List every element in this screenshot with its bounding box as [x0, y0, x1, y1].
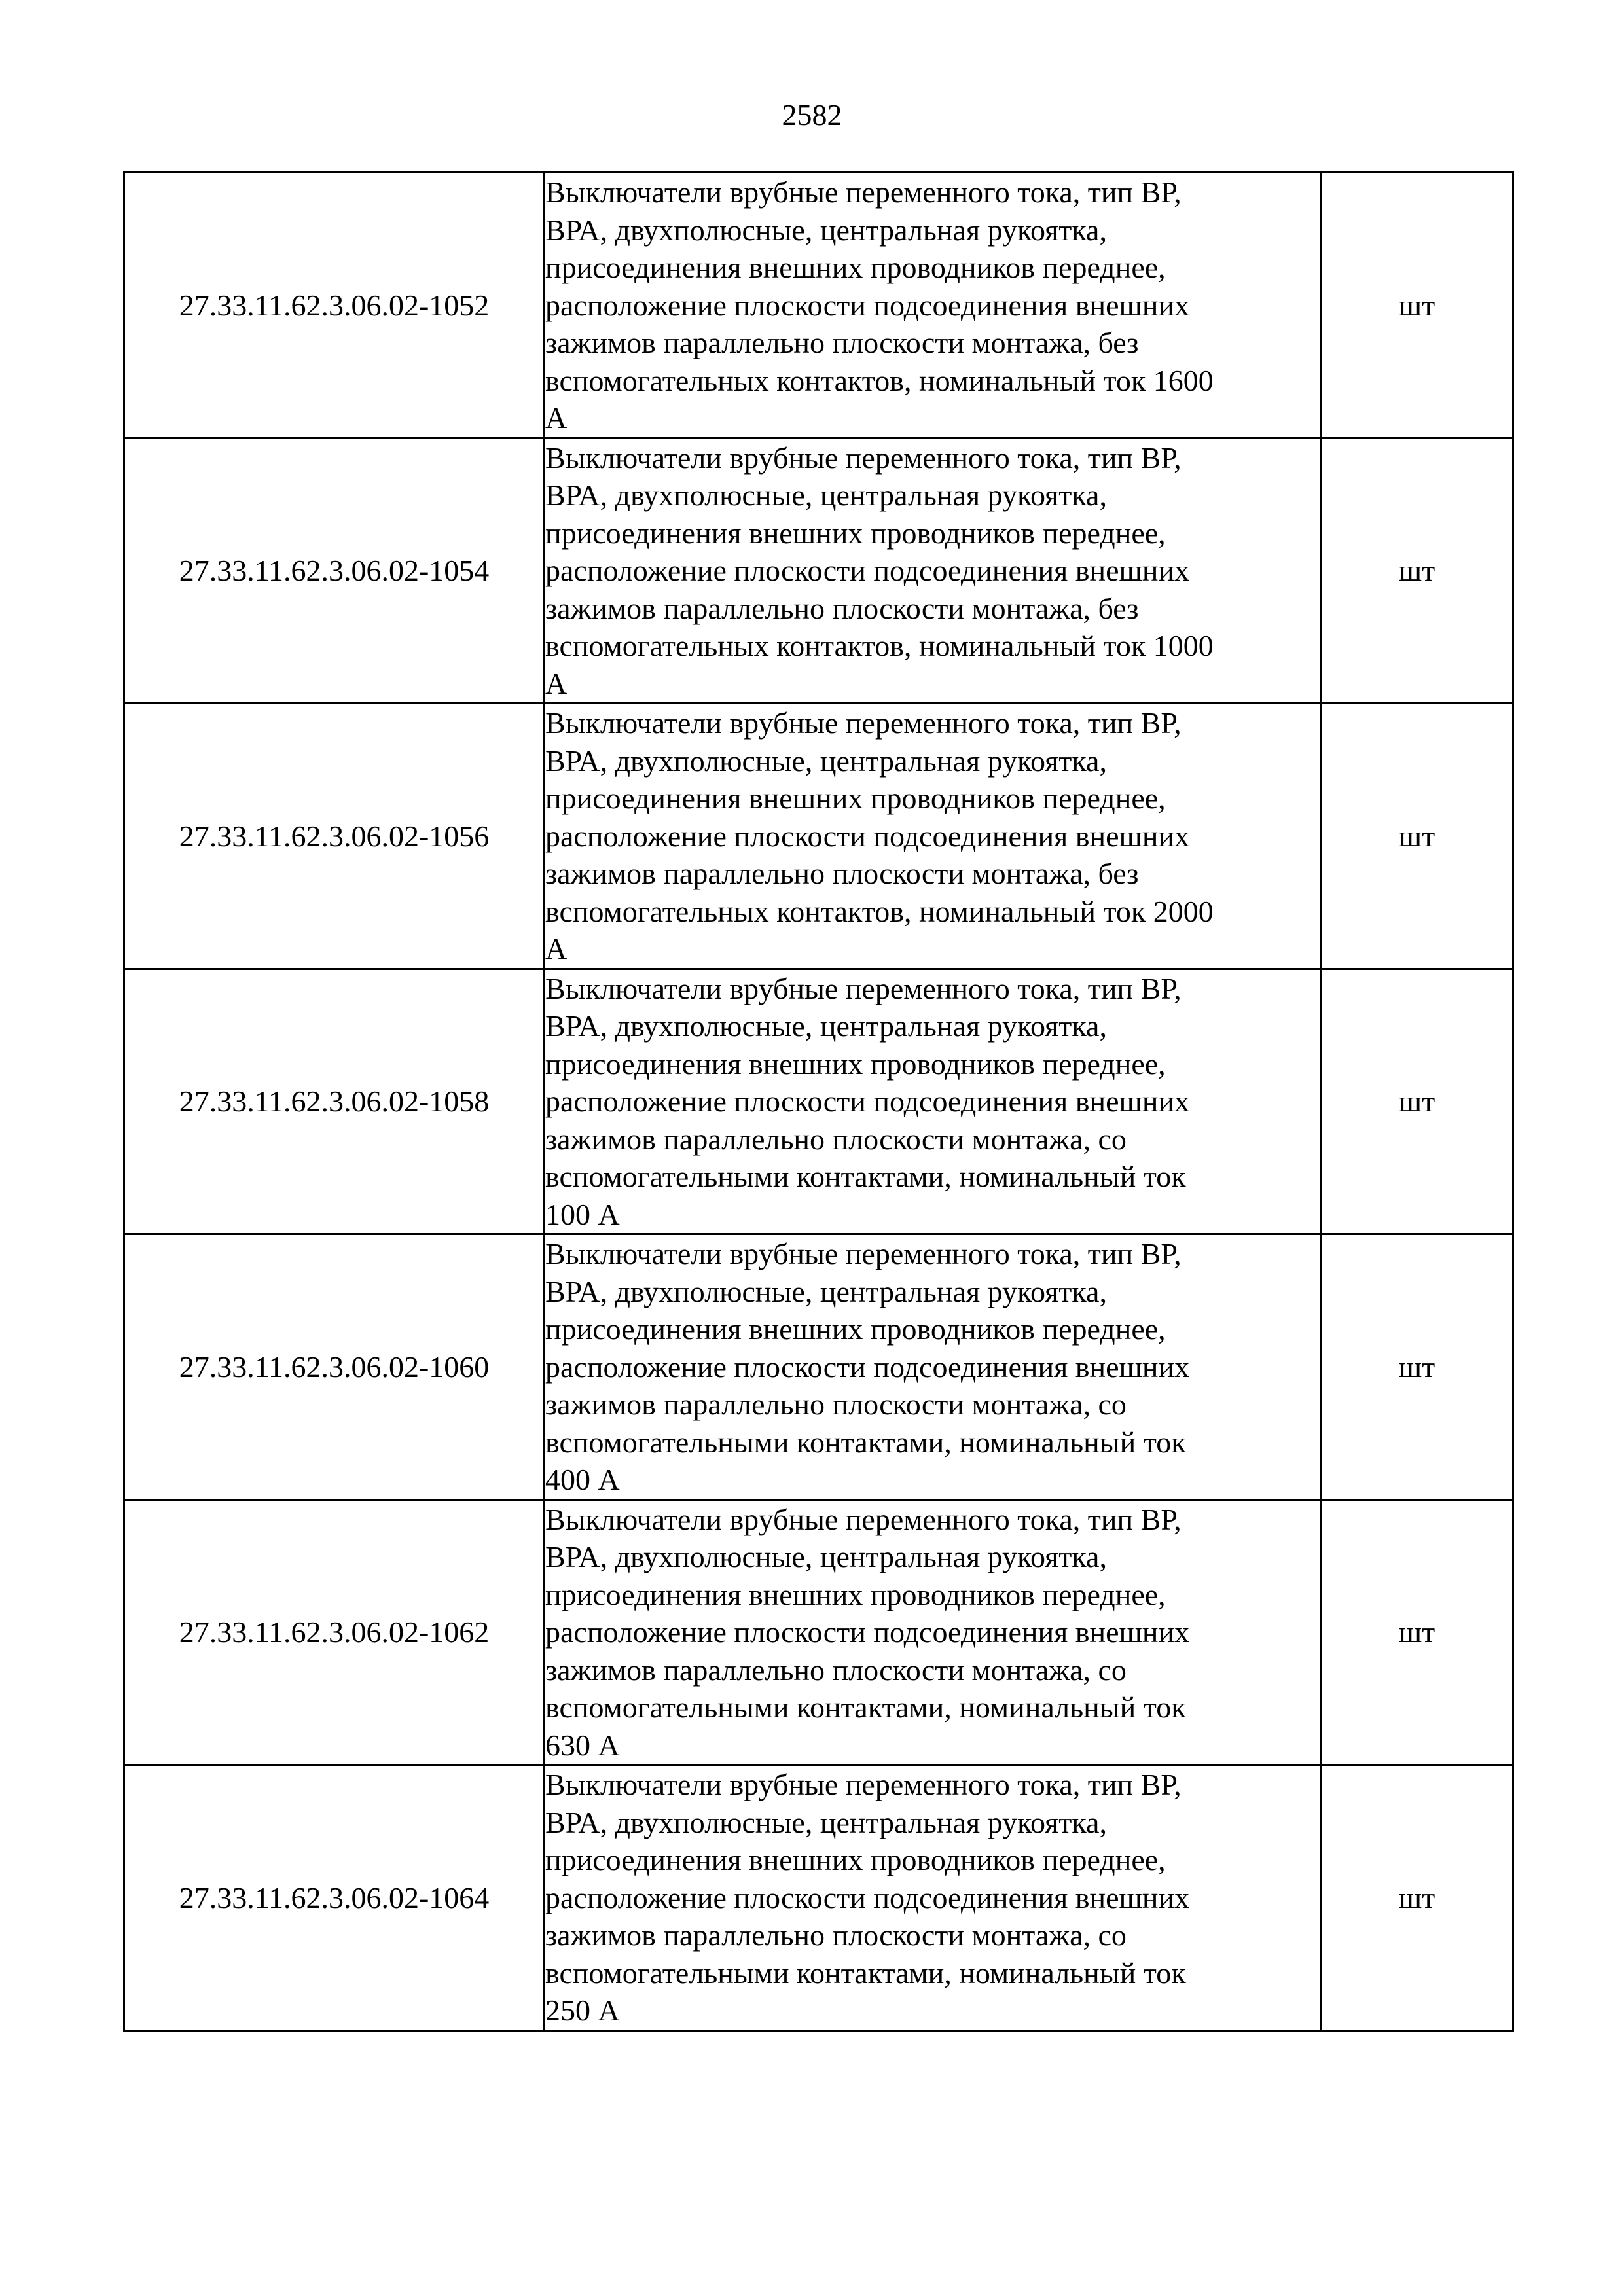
description-line: Выключатели врубные переменного тока, тип ВР, — [545, 440, 1182, 475]
description-line: Выключатели врубные переменного тока, тип ВР, — [545, 706, 1182, 740]
resource-code-cell: 27.33.11.62.3.06.02-1054 — [124, 438, 545, 704]
table-row — [124, 1765, 1513, 2031]
description-line: зажимов параллельно плоскости монтажа, со — [545, 1653, 1127, 1687]
resource-code-cell: 27.33.11.62.3.06.02-1064 — [124, 1765, 545, 2031]
description-line: Выключатели врубные переменного тока, тип ВР, — [545, 1237, 1182, 1270]
description-line: расположение плоскости подсоединения внешних — [545, 288, 1190, 322]
description-line: расположение плоскости подсоединения внешних — [545, 1880, 1190, 1914]
resource-code-cell: 27.33.11.62.3.06.02-1060 — [124, 1234, 545, 1500]
description-line: присоединения внешних проводников переднее, — [545, 781, 1166, 815]
description-line: Выключатели врубные переменного тока, тип ВР, — [545, 1768, 1182, 1801]
description-line: расположение плоскости подсоединения внешних — [545, 819, 1190, 853]
description-line: ВРА, двухполюсные, центральная рукоятка, — [545, 213, 1107, 247]
table-body — [124, 173, 1513, 2031]
resource-description-cell — [545, 969, 1321, 1234]
resource-description-cell — [545, 438, 1321, 704]
description-line: присоединения внешних проводников переднее, — [545, 1577, 1166, 1611]
unit-cell: шт — [1321, 173, 1513, 439]
resource-code-cell: 27.33.11.62.3.06.02-1052 — [124, 173, 545, 439]
table-row — [124, 704, 1513, 969]
resource-table — [123, 171, 1514, 2032]
description-line: присоединения внешних проводников переднее, — [545, 1312, 1166, 1346]
resource-description-cell — [545, 704, 1321, 969]
unit-cell: шт — [1321, 1234, 1513, 1500]
description-line: вспомогательными контактами, номинальный ток — [545, 1160, 1186, 1193]
description-line: вспомогательными контактами, номинальный ток — [545, 1425, 1186, 1459]
description-line: зажимов параллельно плоскости монтажа, со — [545, 1122, 1127, 1156]
description-line: зажимов параллельно плоскости монтажа, без — [545, 326, 1139, 359]
resource-code-cell: 27.33.11.62.3.06.02-1062 — [124, 1499, 545, 1765]
unit-cell: шт — [1321, 704, 1513, 969]
unit-cell: шт — [1321, 438, 1513, 704]
description-line: вспомогательными контактами, номинальный ток — [545, 1691, 1186, 1724]
unit-cell: шт — [1321, 1765, 1513, 2031]
description-line: вспомогательных контактов, номинальный ток 1000 — [545, 629, 1214, 662]
resource-code-cell: 27.33.11.62.3.06.02-1056 — [124, 704, 545, 969]
description-line: ВРА, двухполюсные, центральная рукоятка, — [545, 1540, 1107, 1573]
description-line: 100 А — [545, 1197, 620, 1231]
unit-cell: шт — [1321, 1499, 1513, 1765]
description-line: зажимов параллельно плоскости монтажа, со — [545, 1918, 1127, 1952]
table-row — [124, 438, 1513, 704]
description-line: зажимов параллельно плоскости монтажа, без — [545, 857, 1139, 890]
page-number: 2582 — [782, 98, 842, 132]
description-line: ВРА, двухполюсные, центральная рукоятка, — [545, 1009, 1107, 1043]
description-line: ВРА, двухполюсные, центральная рукоятка, — [545, 1805, 1107, 1839]
description-line: Выключатели врубные переменного тока, тип ВР, — [545, 1502, 1182, 1536]
description-line: зажимов параллельно плоскости монтажа, без — [545, 591, 1139, 625]
resource-code-cell: 27.33.11.62.3.06.02-1058 — [124, 969, 545, 1234]
description-line: 630 А — [545, 1728, 620, 1762]
description-line: ВРА, двухполюсные, центральная рукоятка, — [545, 478, 1107, 512]
table-row — [124, 969, 1513, 1234]
description-line: А — [545, 666, 568, 700]
description-line: вспомогательными контактами, номинальный ток — [545, 1956, 1186, 1990]
description-line: А — [545, 932, 568, 965]
description-line: присоединения внешних проводников переднее, — [545, 516, 1166, 550]
description-line: вспомогательных контактов, номинальный ток 1600 — [545, 363, 1214, 397]
description-line: присоединения внешних проводников переднее, — [545, 1843, 1166, 1876]
description-line: ВРА, двухполюсные, центральная рукоятка, — [545, 1274, 1107, 1308]
description-line: А — [545, 401, 568, 435]
table-row — [124, 1234, 1513, 1500]
description-line: вспомогательных контактов, номинальный ток 2000 — [545, 894, 1214, 928]
resource-description-cell — [545, 1499, 1321, 1765]
resource-description-cell — [545, 173, 1321, 439]
description-line: зажимов параллельно плоскости монтажа, со — [545, 1388, 1127, 1421]
description-line: присоединения внешних проводников переднее, — [545, 1047, 1166, 1081]
description-line: 400 А — [545, 1463, 620, 1496]
description-line: 250 А — [545, 1994, 620, 2027]
unit-cell: шт — [1321, 969, 1513, 1234]
description-line: присоединения внешних проводников переднее, — [545, 251, 1166, 284]
description-line: расположение плоскости подсоединения внешних — [545, 1615, 1190, 1649]
description-line: ВРА, двухполюсные, центральная рукоятка, — [545, 744, 1107, 778]
description-line: Выключатели врубные переменного тока, тип ВР, — [545, 971, 1182, 1005]
table-row — [124, 1499, 1513, 1765]
table-row — [124, 173, 1513, 439]
description-line: Выключатели врубные переменного тока, тип ВР, — [545, 175, 1182, 209]
description-line: расположение плоскости подсоединения внешних — [545, 1350, 1190, 1384]
description-line: расположение плоскости подсоединения внешних — [545, 554, 1190, 587]
description-line: расположение плоскости подсоединения внешних — [545, 1085, 1190, 1118]
resource-description-cell — [545, 1765, 1321, 2031]
resource-description-cell — [545, 1234, 1321, 1500]
